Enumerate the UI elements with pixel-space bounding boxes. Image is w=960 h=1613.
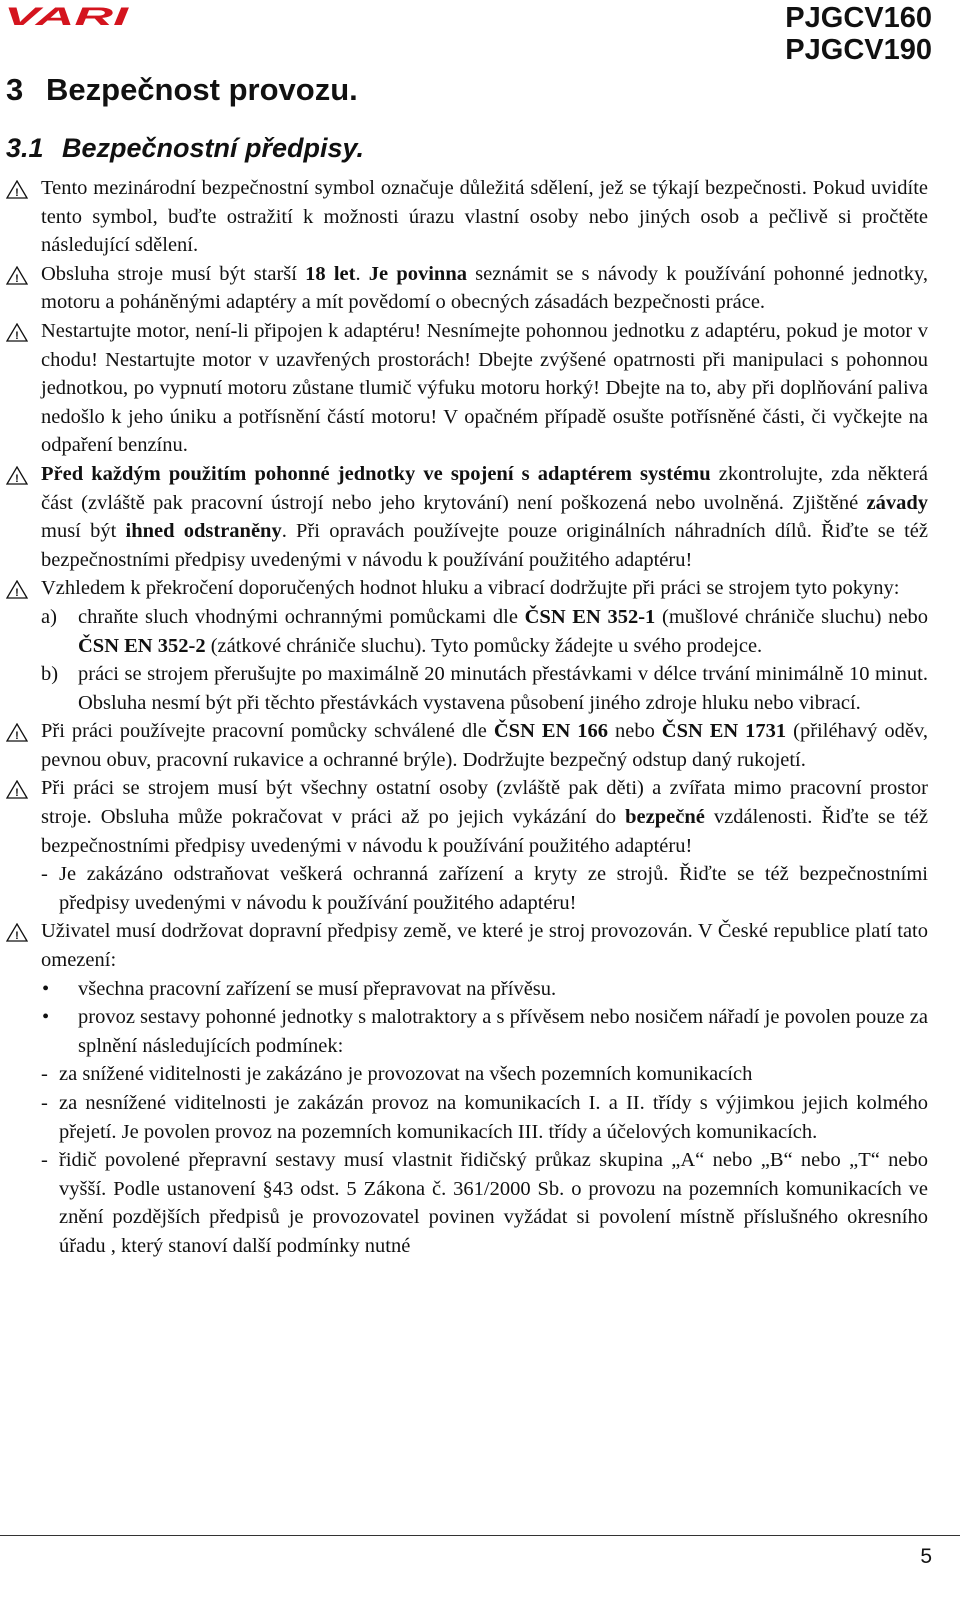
warning-triangle-icon — [6, 466, 28, 485]
subsection-title: Bezpečnostní předpisy. — [62, 133, 365, 163]
paragraph-text: Tento mezinárodní bezpečnostní symbol označuje důležitá sdělení, jež se týkají bezpečnosti. Pokud uvidíte tento symbol, buďte ostražití k možnosti úrazu vlastní osoby nebo jiných osob a pečlivě si pročtěte následující sdělení. — [41, 177, 928, 257]
warning-paragraph-7 — [0, 774, 960, 860]
warning-triangle-icon — [6, 323, 28, 342]
dash-label: - — [41, 1149, 48, 1172]
svg-text:!: ! — [15, 472, 19, 485]
paragraph-text: Vzhledem k překročení doporučených hodnot hluku a vibrací dodržujte při práci se strojem tyto pokyny: — [41, 577, 900, 600]
svg-text:!: ! — [15, 187, 19, 199]
warning-paragraph-1 — [0, 174, 960, 260]
list-label: a) — [41, 605, 57, 628]
text-run: (přiléhavý oděv, pevnou obuv, pracovní rukavice a ochranné brýle). Dodržujte bezpečný odstup daný rukojetí. — [41, 720, 928, 771]
svg-text:!: ! — [15, 730, 19, 743]
bullet-label: • — [42, 977, 50, 1000]
svg-text:!: ! — [15, 587, 19, 600]
svg-text:!: ! — [15, 272, 19, 285]
bold-run: ČSN EN 166 — [493, 720, 609, 743]
footer-divider — [0, 1535, 960, 1536]
text-run: (zátkové chrániče sluchu). Tyto pomůcky žádejte u svého prodejce. — [205, 634, 763, 657]
text-run: chraňte sluch vhodnými ochrannými pomůckami dle — [78, 605, 525, 628]
text-run: seznámit se s návody k používání pohonné jednotky, motoru a poháněnými adaptéry a mít povědomí o obecných zásadách bezpečnosti práce. — [41, 262, 928, 314]
bold-run: závady — [866, 491, 928, 514]
bold-run: ČSN EN 352-1 — [524, 605, 656, 628]
dash-item-text: za nesnížené viditelnosti je zakázán provoz na komunikacích I. a II. třídy s výjimkou jejich kolmého přejetí. Je povolen provoz na pozemních komunikacích III. třídy a účelových komunikacích. — [59, 1092, 928, 1143]
bold-run: ihned odstraněny — [125, 520, 282, 543]
model-numbers — [785, 2, 932, 66]
text-run: nebo — [608, 720, 662, 743]
dash-item-text: za snížené viditelnosti je zakázáno je provozovat na všech pozemních komunikacích — [59, 1063, 753, 1086]
text-run: Při práci se strojem musí být všechny ostatní osoby (zvláště pak děti) a zvířata mimo pracovní prostor stroje. Obsluha může pokračovat v práci až po jejich vykázání do — [41, 777, 928, 829]
warning-triangle-icon — [6, 780, 28, 799]
page-number: 5 — [920, 1545, 932, 1568]
warning-triangle-icon — [6, 180, 28, 199]
bold-run: Před každým použitím pohonné jednotky ve spojení s adaptérem systému — [41, 462, 711, 485]
list-item-b — [0, 660, 960, 717]
dash-item — [0, 1089, 960, 1146]
paragraph-text: Uživatel musí dodržovat dopravní předpisy země, ve které je stroj provozován. V České republice platí tato omezení: — [41, 920, 928, 972]
text-run: Obsluha stroje musí být starší — [41, 262, 306, 285]
section-heading — [6, 72, 358, 108]
text-run: Při práci používejte pracovní pomůcky schválené dle — [41, 720, 494, 743]
text-run: . — [355, 262, 369, 285]
subsection-heading — [6, 133, 364, 164]
bullet-item — [0, 1003, 960, 1060]
dash-item — [0, 1146, 960, 1260]
warning-paragraph-8 — [0, 917, 960, 974]
section-title: Bezpečnost provozu. — [46, 72, 358, 107]
vari-logo — [4, 4, 130, 28]
bullet-item — [0, 975, 960, 1004]
paragraph-text: Nestartujte motor, není-li připojen k adaptéru! Nesnímejte pohonnou jednotku z adaptéru, pokud je motor v chodu! Nestartujte motor v uzavřených prostorách! Dbejte zvýšené opatrnosti při manipulaci s pohonnou jednotkou, po vypnutí motoru zůstane tlumič výfuku motoru horký! Dbejte na to, aby při doplňování paliva nedošlo k jeho úniku a potřísnění částí motoru! V opačném případě osušte potřísněné části, či vyčkejte na odpaření benzínu. — [41, 319, 928, 457]
warning-paragraph-6 — [0, 717, 960, 774]
warning-triangle-icon — [6, 923, 28, 942]
text-run: vzdálenosti. Řiďte se též bezpečnostními předpisy uvedenými v návodu k používání použitého adaptéru! — [41, 806, 929, 857]
dash-item — [0, 860, 960, 917]
warning-paragraph-4 — [0, 460, 960, 574]
text-run: . Při opravách používejte pouze originálních náhradních dílů. Řiďte se též bezpečnostními předpisy uvedenými v návodu k používání použitého adaptéru! — [41, 520, 928, 571]
list-label: b) — [41, 663, 59, 686]
svg-text:!: ! — [15, 329, 19, 342]
bold-run: Je povinna — [368, 262, 467, 285]
svg-text:!: ! — [15, 787, 19, 800]
section-number: 3 — [6, 72, 24, 107]
text-run: (mušlové chrániče sluchu) nebo — [655, 605, 928, 628]
dash-item-text: řidič povolené přepravní sestavy musí vlastnit řidičský průkaz skupina „A“ nebo „B“ nebo „T“ nebo vyšší. Podle ustanovení §43 odst. 5 Zákona č. 361/2000 Sb. o provozu na pozemních komunikacích ve znění pozdějších předpisů je provozovatel povinen vyžádat si povolení místně příslušného okresního úřadu , který stanoví další podmínky nutné — [59, 1149, 928, 1257]
warning-triangle-icon — [6, 580, 28, 599]
warning-paragraph-2 — [0, 260, 960, 317]
document-body — [0, 174, 960, 1261]
subsection-number: 3.1 — [6, 133, 44, 163]
dash-item-text: Je zakázáno odstraňovat veškerá ochranná zařízení a kryty ze strojů. Řiďte se též bezpečnostními předpisy uvedenými v návodu k používání použitého adaptéru! — [59, 863, 928, 914]
list-item-a — [0, 603, 960, 660]
bullet-text: provoz sestavy pohonné jednotky s malotraktory a s přívěsem nebo nosičem nářadí je povolen pouze za splnění následujících podmínek: — [78, 1006, 928, 1057]
warning-triangle-icon — [6, 723, 28, 742]
dash-item — [0, 1060, 960, 1089]
text-run: zkontrolujte, zda některá část (zvláště pak pracovní ústrojí nebo jeho krytování) není poškozená nebo uvolněná. Zjištěné — [41, 462, 928, 514]
dash-label: - — [41, 1092, 48, 1114]
bold-run: bezpečné — [625, 806, 705, 829]
bold-run: 18 let — [305, 262, 356, 285]
dash-label: - — [41, 863, 48, 886]
svg-text:VARI: VARI — [4, 4, 130, 28]
warning-paragraph-5 — [0, 574, 960, 603]
svg-text:!: ! — [15, 930, 19, 943]
bullet-text: všechna pracovní zařízení se musí přepravovat na přívěsu. — [78, 977, 557, 1000]
list-item-text: práci se strojem přerušujte po maximálně 20 minutách přestávkami v délce trvání minimálně 10 minut. Obsluha nesmí být při těchto přestávkách vystavena působení jiného zdroje hluku nebo vibrací. — [78, 663, 928, 714]
warning-paragraph-3 — [0, 317, 960, 460]
bullet-label: • — [42, 1006, 50, 1029]
model-2: PJGCV190 — [785, 34, 932, 66]
dash-label: - — [41, 1063, 48, 1086]
warning-triangle-icon — [6, 266, 28, 285]
bold-run: ČSN EN 1731 — [661, 720, 787, 743]
bold-run: ČSN EN 352-2 — [78, 634, 206, 657]
model-1: PJGCV160 — [785, 2, 932, 34]
text-run: musí být — [41, 520, 126, 543]
